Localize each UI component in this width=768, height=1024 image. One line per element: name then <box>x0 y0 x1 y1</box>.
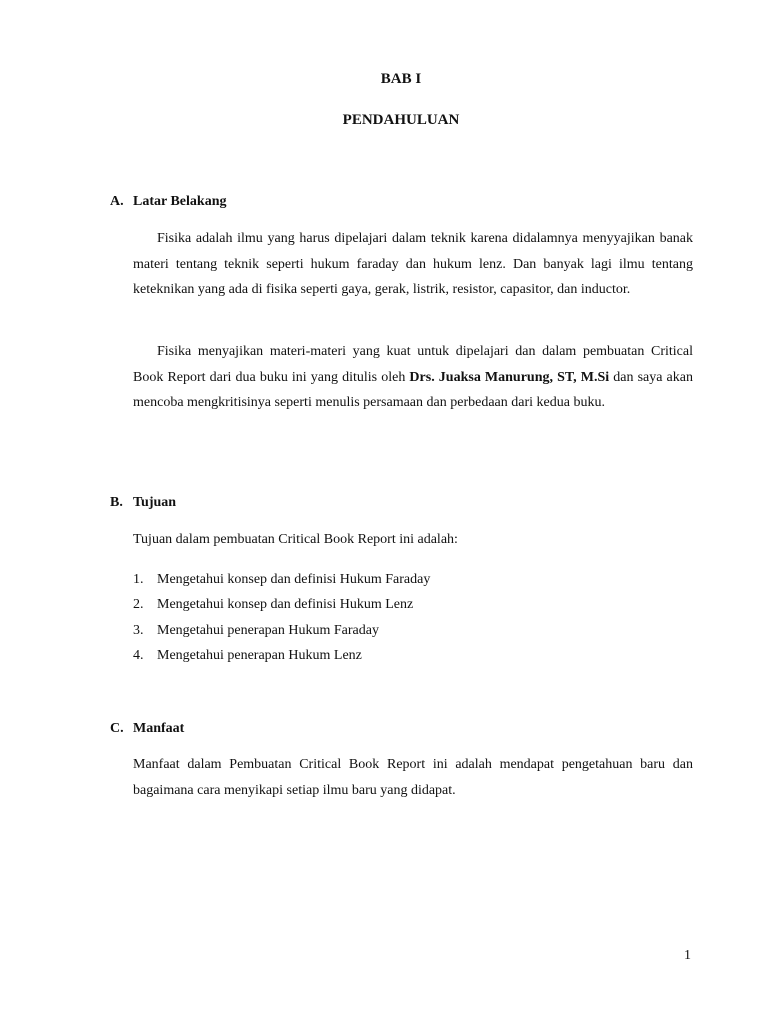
list-text: Mengetahui penerapan Hukum Lenz <box>157 648 362 664</box>
section-title: Latar Belakang <box>133 194 227 209</box>
author-name: Drs. Juaksa Manurung, ST, M.Si <box>409 369 610 385</box>
list-item <box>133 567 430 592</box>
paragraph-latar-belakang-2 <box>133 339 693 416</box>
section-letter: B. <box>110 495 123 510</box>
list-number: 1. <box>133 572 144 587</box>
list-text: Mengetahui konsep dan definisi Hukum Lenz <box>157 597 414 613</box>
section-heading-manfaat <box>110 720 184 738</box>
paragraph-text: dan saya akan mencoba mengkritisinya seperti menulis persamaan dan perbedaan dari kedua buku. <box>133 369 693 410</box>
section-letter: A. <box>110 194 124 209</box>
section-title: Tujuan <box>133 495 177 510</box>
list-text: Mengetahui konsep dan definisi Hukum Faraday <box>157 572 431 587</box>
paragraph-text: Fisika menyajikan materi-materi yang kuat untuk dipelajari dan dalam pembuatan Critical Book Report dari dua buku ini yang ditulis oleh <box>133 344 693 385</box>
paragraph-manfaat: Manfaat dalam Pembuatan Critical Book Report ini adalah mendapat pengetahuan baru dan bagaimana cara menyikapi setiap ilmu baru yang didapat. <box>133 757 693 798</box>
section-letter: C. <box>110 721 124 736</box>
chapter-number: BAB I <box>380 71 422 87</box>
section-heading-latar-belakang <box>110 193 226 211</box>
section-heading-tujuan <box>110 494 176 512</box>
page-number: 1 <box>684 948 691 963</box>
objectives-list <box>133 567 430 669</box>
paragraph-tujuan-intro: Tujuan dalam pembuatan Critical Book Report ini adalah: <box>133 532 458 547</box>
list-item <box>133 618 430 643</box>
list-text: Mengetahui penerapan Hukum Faraday <box>157 622 379 638</box>
list-item <box>133 592 430 617</box>
list-number: 4. <box>133 648 144 664</box>
section-title: Manfaat <box>133 721 185 736</box>
chapter-title: PENDAHULUAN <box>342 112 460 128</box>
list-number: 3. <box>133 622 144 638</box>
list-number: 2. <box>133 597 144 613</box>
list-item <box>133 643 430 668</box>
paragraph-latar-belakang-1: Fisika adalah ilmu yang harus dipelajari dalam teknik karena didalamnya menyyajikan banak materi tentang teknik seperti hukum faraday dan hukum lenz. Dan banyak lagi ilmu tentang keteknikan yang ada di fisika seperti gaya, gerak, listrik, resistor, capasitor, dan inductor. <box>133 231 693 297</box>
